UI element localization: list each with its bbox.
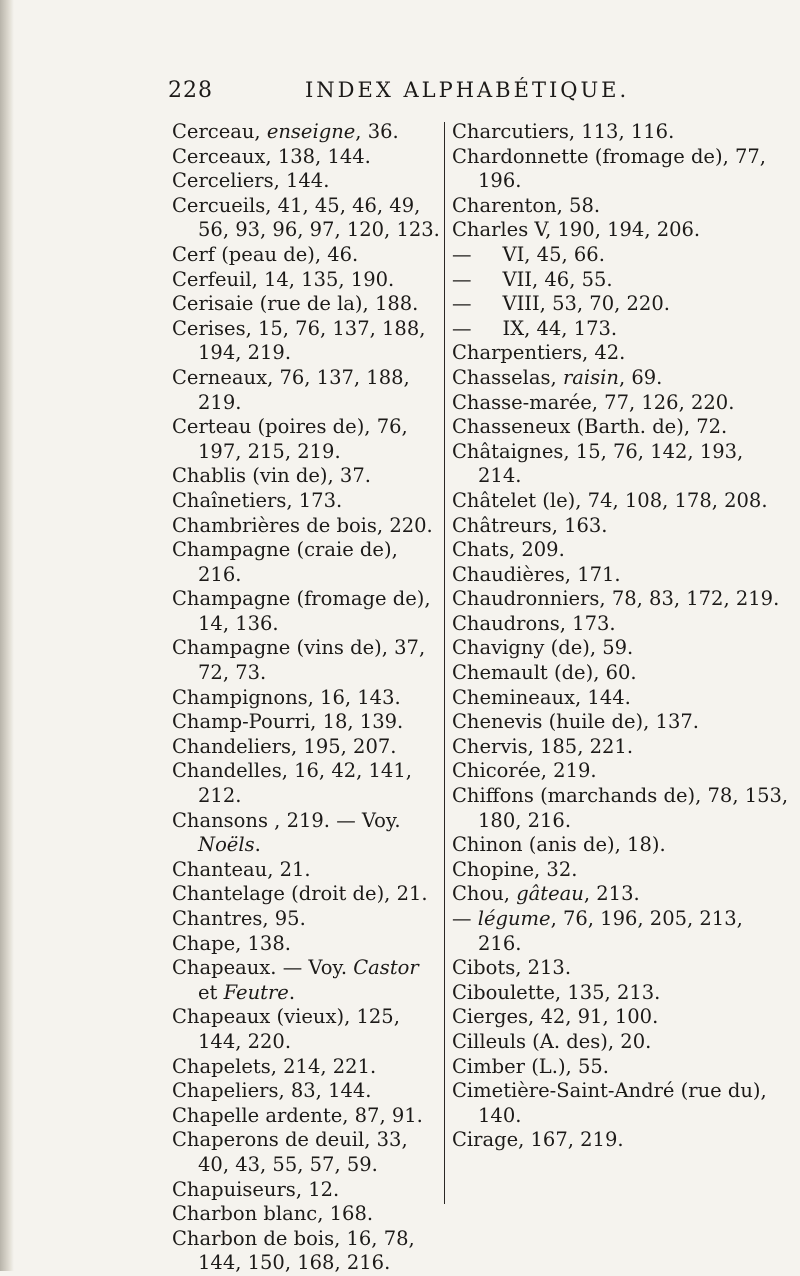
index-entry — [452, 415, 792, 440]
index-entry — [452, 440, 792, 489]
index-entry-text: et — [198, 956, 425, 1004]
index-entry — [172, 243, 442, 268]
index-entry — [452, 243, 792, 268]
index-entry-text: Cerneaux, 76, 137, 188, 219. — [172, 365, 416, 414]
index-entry-text: Cerceaux, 138, 144. — [172, 144, 371, 168]
index-entry — [452, 317, 792, 342]
index-entry — [172, 1178, 442, 1203]
index-entry-text: Chats, 209. — [452, 538, 565, 562]
page-header — [0, 78, 800, 108]
index-entry — [452, 268, 792, 293]
index-entry — [452, 686, 792, 711]
index-entry — [452, 1005, 792, 1030]
index-entry — [172, 759, 442, 808]
index-entry-text: Chiffons (marchands de), 78, 153, 180, 216. — [452, 784, 795, 832]
index-entry — [452, 489, 792, 514]
index-entry-text: Ciboulette, 135, 213. — [452, 980, 661, 1004]
index-entry-text: Chemault (de), 60. — [452, 661, 637, 685]
index-entry-text: Chablis (vin de), 37. — [172, 464, 371, 488]
index-entry — [452, 735, 792, 760]
index-entry — [452, 538, 792, 563]
index-entry — [452, 1079, 792, 1128]
index-entry — [172, 1128, 442, 1177]
index-entry-text: Chou, — [452, 882, 517, 906]
index-entry-text: Charbon blanc, 168. — [172, 1202, 374, 1226]
index-entry-text: Chaînetiers, 173. — [172, 488, 343, 512]
index-entry-text: Chaudronniers, 78, 83, 172, 219. — [452, 587, 780, 611]
index-entry — [452, 882, 792, 907]
index-entry — [172, 145, 442, 170]
index-entry-text: Chantelage (droit de), 21. — [172, 882, 428, 906]
index-entry — [172, 366, 442, 415]
index-entry-text: Cerceliers, 144. — [172, 169, 330, 193]
index-entry — [452, 366, 792, 391]
index-entry — [172, 956, 442, 1005]
index-entry-italic-text: Noëls — [198, 833, 255, 857]
index-entry-text: — VI, 45, 66. — [452, 242, 605, 266]
index-entry — [172, 1104, 442, 1129]
column-divider — [444, 122, 445, 1204]
index-entry — [452, 907, 792, 956]
index-entry-text: Chardonnette (fromage de), 77, 196. — [452, 144, 773, 193]
index-entry-text: Chapeaux (vieux), 125, 144, 220. — [172, 1005, 407, 1053]
index-entry — [172, 710, 442, 735]
index-entry-text: Charenton, 58. — [452, 193, 601, 217]
index-entry-text: Chapeaux. — Voy. — [172, 956, 354, 980]
index-entry-text: Chasse-marée, 77, 126, 220. — [452, 390, 735, 414]
index-entry — [172, 686, 442, 711]
index-entry-text: Chandeliers, 195, 207. — [172, 734, 397, 758]
index-entry — [452, 292, 792, 317]
index-entry-text: — VII, 46, 55. — [452, 267, 613, 291]
index-entry-text: Châtreurs, 163. — [452, 513, 608, 537]
index-entry-text: Chaperons de deuil, 33, 40, 43, 55, 57, 59. — [172, 1128, 414, 1176]
index-entry — [452, 759, 792, 784]
index-entry-text: Chapeliers, 83, 144. — [172, 1079, 372, 1103]
index-entry-text: — — [452, 907, 478, 930]
index-entry — [452, 391, 792, 416]
index-entry — [172, 1202, 442, 1227]
index-entry-text: Champagne (fromage de), 14, 136. — [172, 587, 437, 635]
index-entry — [172, 169, 442, 194]
index-entry-text: Cierges, 42, 91, 100. — [452, 1005, 659, 1029]
index-entry — [452, 341, 792, 366]
index-entry — [452, 661, 792, 686]
index-entry — [452, 710, 792, 735]
index-entry — [452, 858, 792, 883]
index-entry — [452, 1055, 792, 1080]
index-entry-text: Chicorée, 219. — [452, 759, 597, 783]
index-entry-text: Châtaignes, 15, 76, 142, 193, 214. — [452, 439, 750, 488]
index-entry — [172, 120, 442, 145]
index-entry-text: Charcutiers, 113, 116. — [452, 120, 675, 143]
index-entry — [172, 1227, 442, 1276]
index-entry-text: Certeau (poires de), 76, 197, 215, 219. — [172, 415, 414, 463]
index-entry — [452, 981, 792, 1006]
index-entry — [452, 120, 792, 145]
index-entry-text: Chasseneux (Barth. de), 72. — [452, 415, 728, 439]
index-entry-text: Cercueils, 41, 45, 46, 49, 56, 93, 96, 97, 120, 123. — [172, 193, 440, 242]
index-entry-text: Chervis, 185, 221. — [452, 734, 634, 758]
index-entry — [172, 194, 442, 243]
index-entry — [172, 317, 442, 366]
index-entry-text: Chavigny (de), 59. — [452, 636, 634, 660]
index-entry-text: Charles V, 190, 194, 206. — [452, 218, 701, 242]
page-number: 228 — [168, 78, 213, 103]
index-entry — [172, 538, 442, 587]
index-entry — [452, 587, 792, 612]
index-entry — [452, 833, 792, 858]
index-entry — [452, 218, 792, 243]
index-entry-text: Cerceau, — [172, 120, 267, 143]
index-entry-text: Chapuiseurs, 12. — [172, 1177, 340, 1201]
index-entry — [452, 1030, 792, 1055]
index-entry-text: Cerisaie (rue de la), 188. — [172, 292, 419, 316]
index-entry-text: Chinon (anis de), 18). — [452, 833, 666, 857]
index-entry — [452, 514, 792, 539]
index-entry — [172, 1005, 442, 1054]
index-entry-text: Champignons, 16, 143. — [172, 685, 401, 709]
index-entry-text: . — [288, 980, 296, 1004]
index-entry — [172, 1079, 442, 1104]
index-entry-text: Champ-Pourri, 18, 139. — [172, 710, 404, 734]
index-entry-italic-text: raisin — [562, 365, 619, 389]
index-entry — [172, 809, 442, 858]
index-entry-text: Champagne (vins de), 37, 72, 73. — [172, 636, 432, 685]
page-binding-shadow — [0, 0, 14, 1271]
index-entry — [172, 932, 442, 957]
index-entry-text: Chantres, 95. — [172, 907, 306, 930]
index-entry-text: Cibots, 213. — [452, 956, 572, 980]
index-entry-text: Chapelle ardente, 87, 91. — [172, 1103, 423, 1127]
index-entry-text: Champagne (craie de), 216. — [172, 538, 404, 586]
index-entry — [452, 784, 795, 833]
index-entry-text: Cilleuls (A. des), 20. — [452, 1029, 652, 1053]
index-entry-text: Chopine, 32. — [452, 857, 578, 881]
index-entry-text: — IX, 44, 173. — [452, 316, 618, 340]
index-entry-italic-text: gâteau — [516, 882, 584, 906]
index-entry-italic-text: Feutre — [223, 980, 289, 1004]
index-entry-text: Cimber (L.), 55. — [452, 1054, 609, 1078]
index-entry — [172, 464, 442, 489]
index-entry — [172, 292, 442, 317]
running-title: INDEX ALPHABÉTIQUE. — [305, 78, 630, 102]
index-entry — [452, 194, 792, 219]
index-entry — [172, 636, 442, 685]
index-entry — [172, 415, 442, 464]
index-entry — [452, 1128, 792, 1153]
index-entry-text: Chasselas, — [452, 365, 563, 389]
index-entry-text: . — [254, 833, 261, 857]
index-entry-text: — VIII, 53, 70, 220. — [452, 292, 670, 316]
index-entry-text: Cerises, 15, 76, 137, 188, 194, 219. — [172, 316, 432, 365]
index-entry-text: Cerfeuil, 14, 135, 190. — [172, 267, 395, 291]
index-entry-text: Chape, 138. — [172, 931, 291, 955]
index-entry — [172, 858, 442, 883]
index-entry-text: Chambrières de bois, 220. — [172, 513, 433, 537]
index-entry-text: Chenevis (huile de), 137. — [452, 710, 699, 734]
index-entry-text: Charpentiers, 42. — [452, 341, 626, 365]
index-entry-text: Cimetière-Saint-André (rue du), 140. — [452, 1079, 773, 1127]
index-entry — [172, 514, 442, 539]
index-entry-italic-text: légume — [477, 907, 551, 930]
index-entry-text: Chandelles, 16, 42, 141, 212. — [172, 759, 419, 808]
index-entry — [172, 1055, 442, 1080]
index-entry — [172, 907, 442, 932]
index-entry-text: Chemineaux, 144. — [452, 685, 631, 709]
index-entry — [452, 145, 792, 194]
index-entry-text: Chanteau, 21. — [172, 857, 311, 881]
index-entry-text: Châtelet (le), 74, 108, 178, 208. — [452, 488, 768, 512]
index-entry-text: Chapelets, 214, 221. — [172, 1054, 377, 1078]
index-entry-text: Chaudrons, 173. — [452, 611, 616, 635]
index-column-left — [172, 120, 442, 1276]
index-entry-text: , 69. — [618, 365, 663, 389]
index-entry — [172, 587, 442, 636]
index-entry — [172, 268, 442, 293]
index-entry — [172, 489, 442, 514]
index-entry-text: Cirage, 167, 219. — [452, 1128, 624, 1152]
index-entry-italic-text: Castor — [353, 956, 419, 980]
index-entry-text: , 36. — [355, 120, 399, 143]
index-entry-text: Cerf (peau de), 46. — [172, 242, 359, 266]
index-column-right — [452, 120, 795, 1153]
index-entry-text: , 213. — [583, 882, 640, 906]
index-entry-text: Charbon de bois, 16, 78, 144, 150, 168, 216. — [172, 1226, 421, 1275]
index-entry — [452, 612, 792, 637]
index-entry-text: Chaudières, 171. — [452, 562, 621, 586]
index-entry — [452, 563, 792, 588]
index-entry — [172, 882, 442, 907]
index-entry-text: , 76, 196, 205, 213, 216. — [478, 907, 750, 955]
index-entry-italic-text: enseigne — [266, 120, 356, 143]
index-entry — [452, 956, 792, 981]
index-entry-text: Chansons , 219. — Voy. — [172, 808, 407, 832]
index-entry — [452, 636, 792, 661]
index-entry — [172, 735, 442, 760]
